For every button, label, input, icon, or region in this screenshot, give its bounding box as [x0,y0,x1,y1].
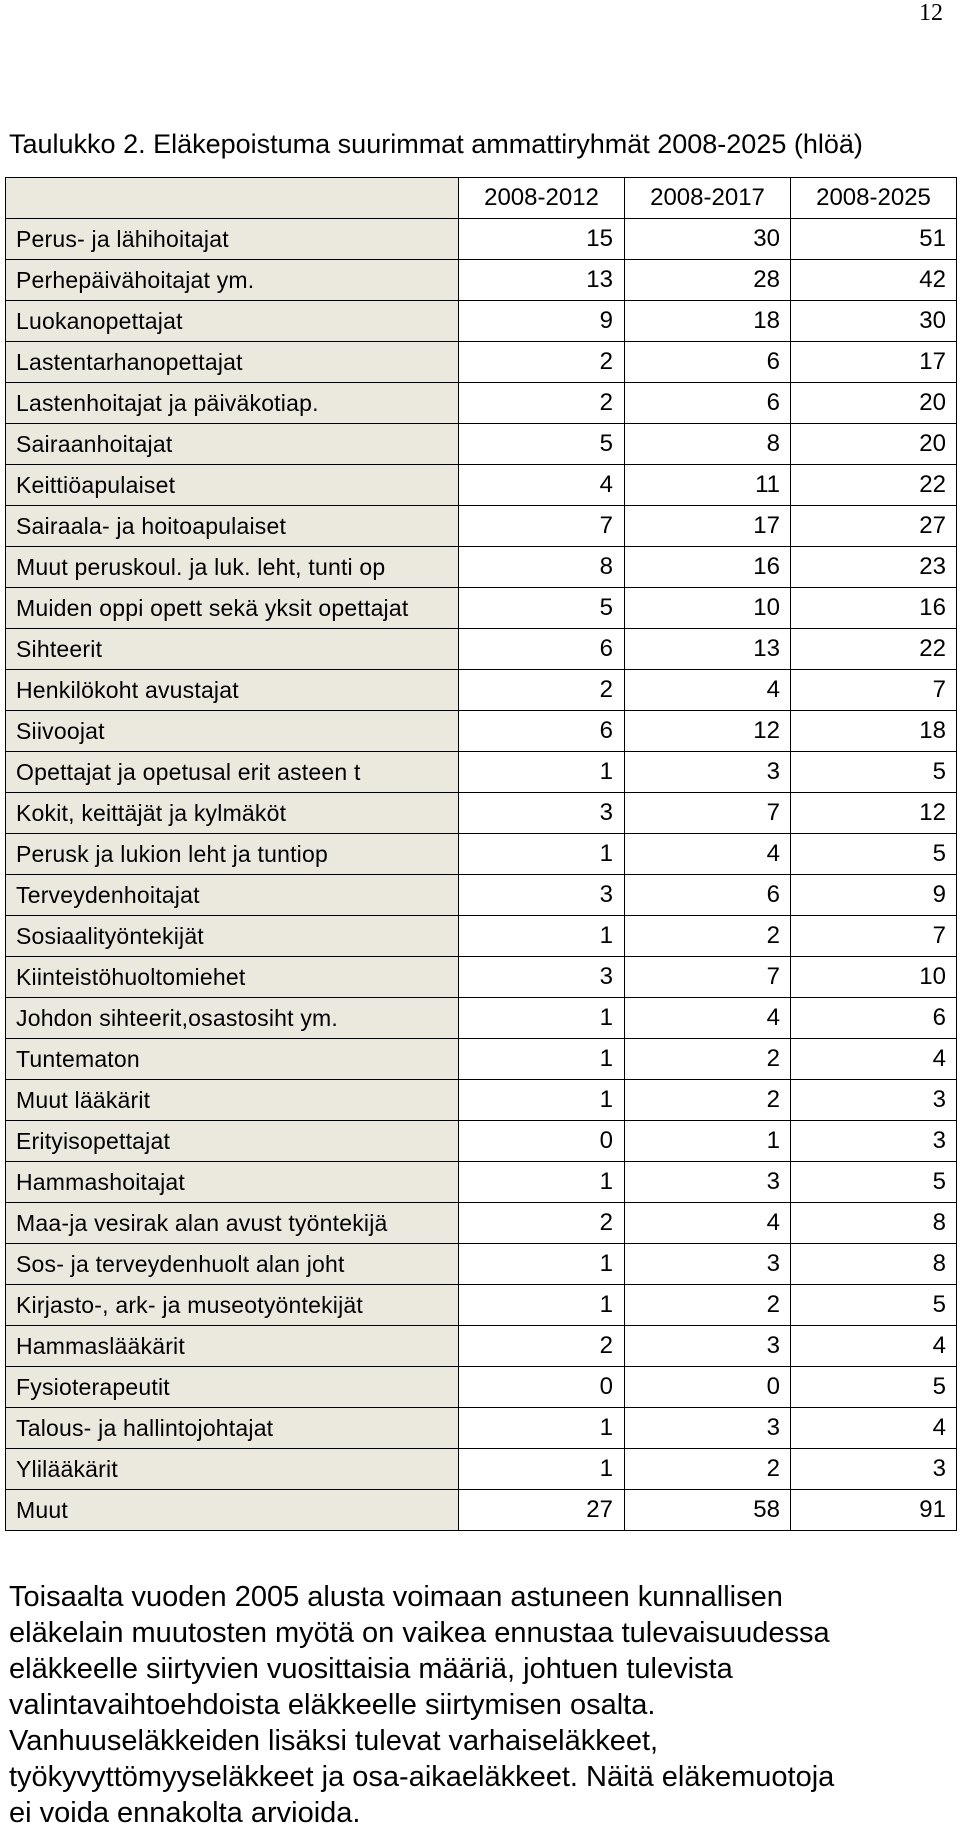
table-row [6,1285,957,1326]
row-value: 20 [791,383,957,424]
row-value: 6 [625,342,791,383]
row-value: 6 [625,875,791,916]
row-value: 2 [459,1326,625,1367]
row-label: Opettajat ja opetusal erit asteen t [6,752,459,793]
row-value: 0 [459,1121,625,1162]
row-label: Talous- ja hallintojohtajat [6,1408,459,1449]
row-label: Muut lääkärit [6,1080,459,1121]
row-value: 3 [625,1408,791,1449]
row-value: 28 [625,260,791,301]
row-label: Lastentarhanopettajat [6,342,459,383]
row-value: 42 [791,260,957,301]
row-value: 22 [791,465,957,506]
row-value: 4 [625,834,791,875]
table-row [6,793,957,834]
row-value: 7 [459,506,625,547]
row-value: 10 [625,588,791,629]
table-row [6,383,957,424]
table-row [6,1367,957,1408]
row-value: 5 [459,424,625,465]
row-value: 12 [625,711,791,752]
row-label: Perusk ja lukion leht ja tuntiop [6,834,459,875]
row-value: 2 [459,670,625,711]
row-value: 0 [625,1367,791,1408]
row-value: 3 [791,1449,957,1490]
row-value: 20 [791,424,957,465]
row-value: 4 [791,1039,957,1080]
row-value: 1 [459,1080,625,1121]
row-value: 3 [459,793,625,834]
row-value: 5 [791,1367,957,1408]
row-value: 4 [459,465,625,506]
row-label: Muut [6,1490,459,1531]
row-value: 1 [459,1285,625,1326]
row-value: 4 [625,670,791,711]
row-value: 7 [625,957,791,998]
body-paragraph [9,1579,954,1831]
header-corner-cell [6,178,459,219]
row-value: 13 [625,629,791,670]
row-value: 2 [459,1203,625,1244]
body-line: Vanhuuseläkkeiden lisäksi tulevat varhaiseläkkeet, [9,1725,659,1757]
row-label: Siivoojat [6,711,459,752]
row-label: Maa-ja vesirak alan avust työntekijä [6,1203,459,1244]
row-value: 1 [459,1449,625,1490]
row-value: 8 [791,1203,957,1244]
row-value: 4 [625,1203,791,1244]
table-row [6,1449,957,1490]
row-label: Johdon sihteerit,osastosiht ym. [6,998,459,1039]
row-value: 23 [791,547,957,588]
row-value: 6 [625,383,791,424]
row-value: 51 [791,219,957,260]
table-row [6,1490,957,1531]
row-value: 5 [791,1162,957,1203]
row-value: 9 [459,301,625,342]
row-label: Perus- ja lähihoitajat [6,219,459,260]
table-row [6,547,957,588]
row-label: Sosiaalityöntekijät [6,916,459,957]
row-label: Terveydenhoitajat [6,875,459,916]
row-value: 18 [625,301,791,342]
row-value: 6 [791,998,957,1039]
row-value: 1 [459,834,625,875]
table-row [6,1121,957,1162]
row-value: 1 [625,1121,791,1162]
table-row [6,1162,957,1203]
row-value: 16 [625,547,791,588]
row-label: Erityisopettajat [6,1121,459,1162]
row-value: 2 [459,342,625,383]
row-value: 1 [459,916,625,957]
row-label: Muiden oppi opett sekä yksit opettajat [6,588,459,629]
row-value: 1 [459,752,625,793]
row-value: 3 [625,1162,791,1203]
row-value: 10 [791,957,957,998]
row-value: 16 [791,588,957,629]
row-label: Lastenhoitajat ja päiväkotiap. [6,383,459,424]
row-label: Keittiöapulaiset [6,465,459,506]
row-value: 27 [459,1490,625,1531]
table-row [6,916,957,957]
row-value: 1 [459,1244,625,1285]
table-row [6,957,957,998]
row-value: 3 [459,957,625,998]
row-label: Muut peruskoul. ja luk. leht, tunti op [6,547,459,588]
column-header: 2008-2017 [625,178,791,219]
table-row [6,1244,957,1285]
row-value: 2 [625,1449,791,1490]
row-value: 3 [625,1244,791,1285]
column-header: 2008-2025 [791,178,957,219]
row-label: Fysioterapeutit [6,1367,459,1408]
column-header: 2008-2012 [459,178,625,219]
table-row [6,1080,957,1121]
row-value: 7 [791,916,957,957]
row-value: 2 [459,383,625,424]
row-value: 1 [459,1408,625,1449]
row-value: 2 [625,1080,791,1121]
table-row [6,301,957,342]
row-value: 8 [459,547,625,588]
table-body [6,219,957,1531]
row-value: 4 [791,1326,957,1367]
body-line: ei voida ennakolta arvioida. [9,1797,361,1829]
row-value: 3 [625,752,791,793]
body-line: Toisaalta vuoden 2005 alusta voimaan astuneen kunnallisen [9,1581,783,1613]
row-label: Kirjasto-, ark- ja museotyöntekijät [6,1285,459,1326]
table-row [6,260,957,301]
row-value: 5 [791,1285,957,1326]
row-value: 4 [791,1408,957,1449]
row-label: Tuntematon [6,1039,459,1080]
table-row [6,506,957,547]
row-value: 30 [625,219,791,260]
row-value: 5 [791,752,957,793]
row-label: Sairaala- ja hoitoapulaiset [6,506,459,547]
row-label: Perhepäivähoitajat ym. [6,260,459,301]
table-row [6,834,957,875]
body-line: eläkelain muutosten myötä on vaikea ennustaa tulevaisuudessa [9,1617,830,1649]
table-row [6,1203,957,1244]
table-row [6,465,957,506]
table-row [6,752,957,793]
row-value: 7 [791,670,957,711]
row-value: 5 [459,588,625,629]
row-label: Henkilökoht avustajat [6,670,459,711]
row-value: 3 [791,1080,957,1121]
body-line: valintavaihtoehdoista eläkkeelle siirtymisen osalta. [9,1689,656,1721]
row-value: 18 [791,711,957,752]
row-value: 2 [625,916,791,957]
retirement-table [5,177,956,1531]
table-row [6,588,957,629]
row-value: 5 [791,834,957,875]
row-value: 6 [459,629,625,670]
table-header-row [6,178,957,219]
table-row [6,219,957,260]
table-row [6,1039,957,1080]
table-row [6,342,957,383]
table-row [6,670,957,711]
table-caption: Taulukko 2. Eläkepoistuma suurimmat ammattiryhmät 2008-2025 (hlöä) [9,129,863,159]
row-label: Hammaslääkärit [6,1326,459,1367]
table-row [6,424,957,465]
row-value: 3 [791,1121,957,1162]
row-value: 30 [791,301,957,342]
row-value: 8 [791,1244,957,1285]
table-row [6,998,957,1039]
row-value: 91 [791,1490,957,1531]
table-row [6,875,957,916]
table-row [6,1408,957,1449]
body-line: työkyvyttömyyseläkkeet ja osa-aikaeläkkeet. Näitä eläkemuotoja [9,1761,835,1793]
row-value: 8 [625,424,791,465]
row-value: 4 [625,998,791,1039]
row-value: 9 [791,875,957,916]
table-row [6,629,957,670]
body-line: eläkkeelle siirtyvien vuosittaisia määriä, johtuen tulevista [9,1653,733,1685]
row-value: 1 [459,998,625,1039]
row-value: 3 [459,875,625,916]
row-label: Kiinteistöhuoltomiehet [6,957,459,998]
row-value: 12 [791,793,957,834]
row-value: 13 [459,260,625,301]
row-value: 15 [459,219,625,260]
row-value: 11 [625,465,791,506]
row-label: Sairaanhoitajat [6,424,459,465]
row-value: 0 [459,1367,625,1408]
row-label: Ylilääkärit [6,1449,459,1490]
row-value: 3 [625,1326,791,1367]
row-value: 2 [625,1285,791,1326]
data-table [5,177,957,1531]
row-label: Hammashoitajat [6,1162,459,1203]
row-value: 17 [625,506,791,547]
row-label: Sihteerit [6,629,459,670]
row-value: 58 [625,1490,791,1531]
row-value: 27 [791,506,957,547]
row-value: 22 [791,629,957,670]
row-value: 2 [625,1039,791,1080]
table-row [6,711,957,752]
row-value: 1 [459,1162,625,1203]
page-number: 12 [919,0,943,26]
table-row [6,1326,957,1367]
row-value: 6 [459,711,625,752]
row-label: Luokanopettajat [6,301,459,342]
row-value: 17 [791,342,957,383]
row-label: Kokit, keittäjät ja kylmäköt [6,793,459,834]
row-label: Sos- ja terveydenhuolt alan joht [6,1244,459,1285]
row-value: 1 [459,1039,625,1080]
row-value: 7 [625,793,791,834]
